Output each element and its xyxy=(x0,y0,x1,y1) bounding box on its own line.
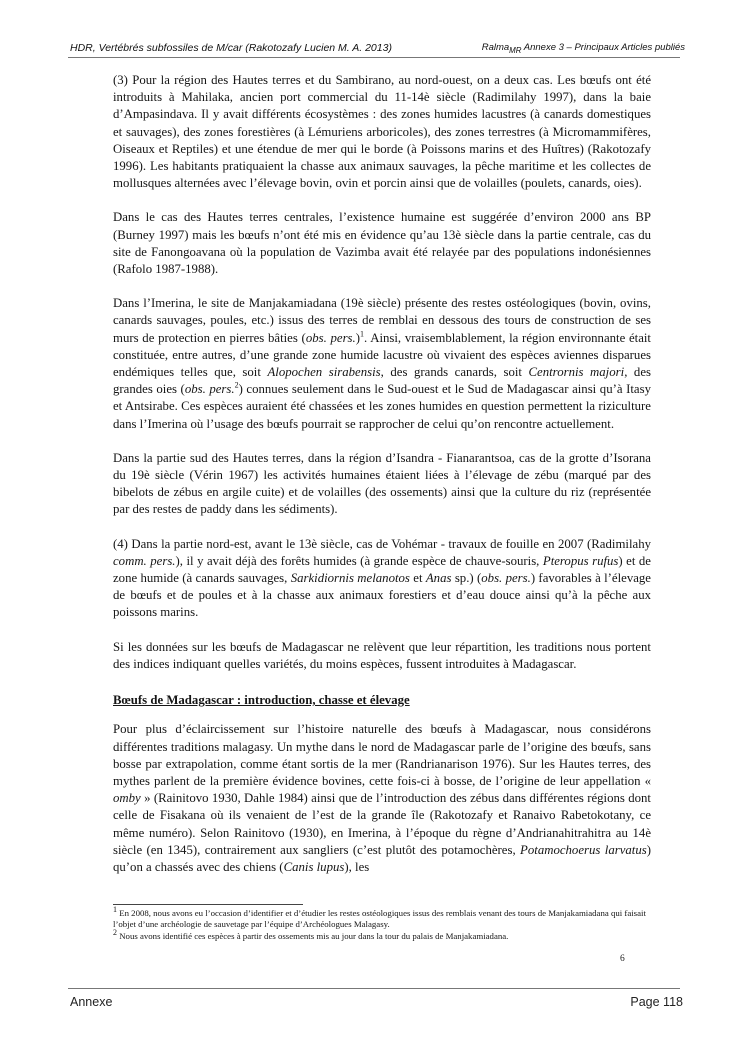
italic-span: comm. pers. xyxy=(113,553,176,568)
section-heading: Bœufs de Madagascar : introduction, chasse et élevage xyxy=(113,693,410,708)
main-text xyxy=(113,72,651,876)
text-span: , des grandes oies ( xyxy=(113,365,651,397)
text-span: » (Rainitovo 1930, Dahle 1984) ainsi que de l’introduction des zébus dans différentes régions dont celle de Fisakana où ils venaient de l’est de la grande île (Rakotozafy et Ranaivo Rabetokotany, ce même numéro). Selon Rainitovo (1930), en Imerina, à l’époque du règne d’Andrianahitrahitra au 14è siècle (en 1345), contrairement aux sangliers (c’est plutôt des potamochères, xyxy=(113,791,651,857)
species-name: Canis lupus xyxy=(283,859,345,874)
text-span: ) connues seulement dans le Sud-ouest et le Sud de Madagascar ainsi qu’à Itasy et Antsirabe. Ces espèces auraient été chassées et les zones humides en question permettent la riziculture dans l’Imerina où l’usage des bœufs pourrait se rapprocher de celui qu’on rencontre actuellement. xyxy=(113,382,651,431)
species-name: Alopochen sirabensis xyxy=(267,365,381,380)
header-divider xyxy=(68,57,680,58)
header-right-suffix: Annexe 3 – Principaux Articles publiés xyxy=(521,42,685,53)
text-span: (4) Dans la partie nord-est, avant le 13è siècle, cas de Vohémar - travaux de fouille en 2007 (Radimilahy xyxy=(113,536,651,551)
paragraph-sambirano: (3) Pour la région des Hautes terres et du Sambirano, au nord-ouest, on a deux cas. Les bœufs ont été introduits à Mahilaka, ancien port commercial du 11-14è siècle (Radimilahy 1997), dans la baie d’Ampasindava. Il y avait différents écosystèmes : des zones humides lacustres (à canards domestiques et sauvages), des zones forestières (à Lémuriens arboricoles), des zones terrestres (à Micromammifères, Oiseaux et Reptiles) et une étendue de mer qui le borde (à Poissons marins et des Huîtres) (Rakotozafy 1996). Les habitants pratiquaient la chasse aux animaux sauvages, la pêche maritime et les collectes de mollusques alternées avec l’élevage bovin, ovin et porcin ainsi que de volailles (poulets, canards, oies). xyxy=(113,73,651,191)
text-span: ) xyxy=(355,330,360,345)
paragraph-introduction xyxy=(113,721,651,876)
footer-left: Annexe xyxy=(70,995,113,1009)
paragraph-imerina xyxy=(113,295,651,433)
footnote-2 xyxy=(113,927,653,942)
original-page-number: 6 xyxy=(620,954,625,964)
text-span: ) favorables à l’élevage de bœufs et de poules et à la chasse aux animaux forestiers et d’eau douce ainsi qu’à la pêche aux poissons marins. xyxy=(113,571,651,620)
footnote-ref-2[interactable]: 2 xyxy=(234,380,239,390)
header-right-prefix: Ralma xyxy=(481,42,510,53)
footnotes xyxy=(113,905,653,942)
footnote-text: Nous avons identifié ces espèces à partir des ossements mis au jour dans la tour du palais de Manjakamiadana. xyxy=(117,930,509,941)
footer-page-number: Page 118 xyxy=(630,995,683,1009)
running-header-right xyxy=(482,42,685,55)
text-span: ), les xyxy=(344,859,370,874)
text-span: sp.) ( xyxy=(451,571,482,586)
italic-span: obs. pers. xyxy=(184,382,235,397)
italic-span: omby xyxy=(113,791,141,806)
footnote-1 xyxy=(113,905,653,931)
italic-span: obs. pers. xyxy=(481,571,531,586)
footnote-mark: 2 xyxy=(113,927,117,937)
paragraph-traditions: Si les données sur les bœufs de Madagascar ne relèvent que leur répartition, les traditions nous portent des indices indiquant quelles variétés, du moins espèces, fussent introduites à Madagascar. xyxy=(113,639,651,671)
running-header-left: HDR, Vertébrés subfossiles de M/car (Rakotozafy Lucien M. A. 2013) xyxy=(70,42,392,54)
species-name: Anas xyxy=(425,571,452,586)
species-name: Centrornis majori xyxy=(528,365,625,380)
text-span: , des grands canards, soit xyxy=(380,365,529,380)
species-name: Sarkidiornis melanotos xyxy=(290,571,410,586)
text-span: Dans l’Imerina, le site de Manjakamiadana (19è siècle) présente des restes ostéologiques (bovin, ovins, canards sauvages, poules, etc.) issus des terres de remblai en dessous des tours de construction de ses murs de protection en pierres bâties ( xyxy=(113,296,651,345)
species-name: Potamochoerus larvatus xyxy=(520,842,647,857)
footnote-mark: 1 xyxy=(113,905,117,915)
text-span: . Ainsi, vraisemblablement, la région environnante était constituée, entre autres, d’une grande zone humide lacustre où vivaient des espèces aviennes disparues endémiques telles que, soit xyxy=(113,330,651,380)
footnote-text: En 2008, nous avons eu l’occasion d’identifier et d’étudier les restes ostéologiques issus des remblais venant des tours de Manjakamiadana qui faisait l’objet d’une archéologie de sauvetage par l’équipe d’Archéologues Malagasy. xyxy=(113,908,646,930)
italic-span: obs. pers. xyxy=(305,330,356,345)
footnote-divider xyxy=(113,904,303,905)
text-span: Pour plus d’éclaircissement sur l’histoire naturelle des bœufs à Madagascar, nous considérons différentes traditions malagasy. Un mythe dans le nord de Madagascar parle de l’origine des bœufs, sans bosse par extrapolation, comme étant sortis de la mer (Randrianarison 1976). Sur les Hautes terres, des mythes parlent de la première évidence bovines, cette fois-ci à bosse, de l’origine de leur appellation « xyxy=(113,722,651,788)
paragraph-nord-est xyxy=(113,536,651,622)
header-right-subscript: MR xyxy=(509,45,522,55)
text-span: et xyxy=(409,571,426,586)
text-span: ) et de zone humide (à canards sauvages, xyxy=(113,553,651,586)
species-name: Pteropus rufus xyxy=(542,553,619,568)
paragraph-isandra: Dans la partie sud des Hautes terres, dans la région d’Isandra - Fianarantsoa, cas de la grotte d’Isorana du 19è siècle (Vérin 1967) les activités humaines étaient liées à l’élevage de zébu (marqué par des bibelots de zébus en argile cuite) et de volailles (des ossements) ainsi que la culture du riz (représentée par des restes de paddy dans les sédiments). xyxy=(113,450,651,517)
footer-divider xyxy=(68,988,680,989)
text-span: ), il y avait déjà des forêts humides (à grande espèce de chauve-souris, xyxy=(175,553,543,568)
footnote-ref-1[interactable]: 1 xyxy=(360,329,364,339)
text-span: ) qu’on a chassés avec des chiens ( xyxy=(113,842,651,874)
paragraph-hautes-terres: Dans le cas des Hautes terres centrales, l’existence humaine est suggérée d’environ 2000 ans BP (Burney 1997) mais les bœufs n’ont été mis en évidence qu’au 13è siècle dans la partie centrale, cas du site de Fanongoavana où la population de Vazimba avait été relayée par des populations indonésiennes (Rafolo 1987-1988). xyxy=(113,210,651,277)
